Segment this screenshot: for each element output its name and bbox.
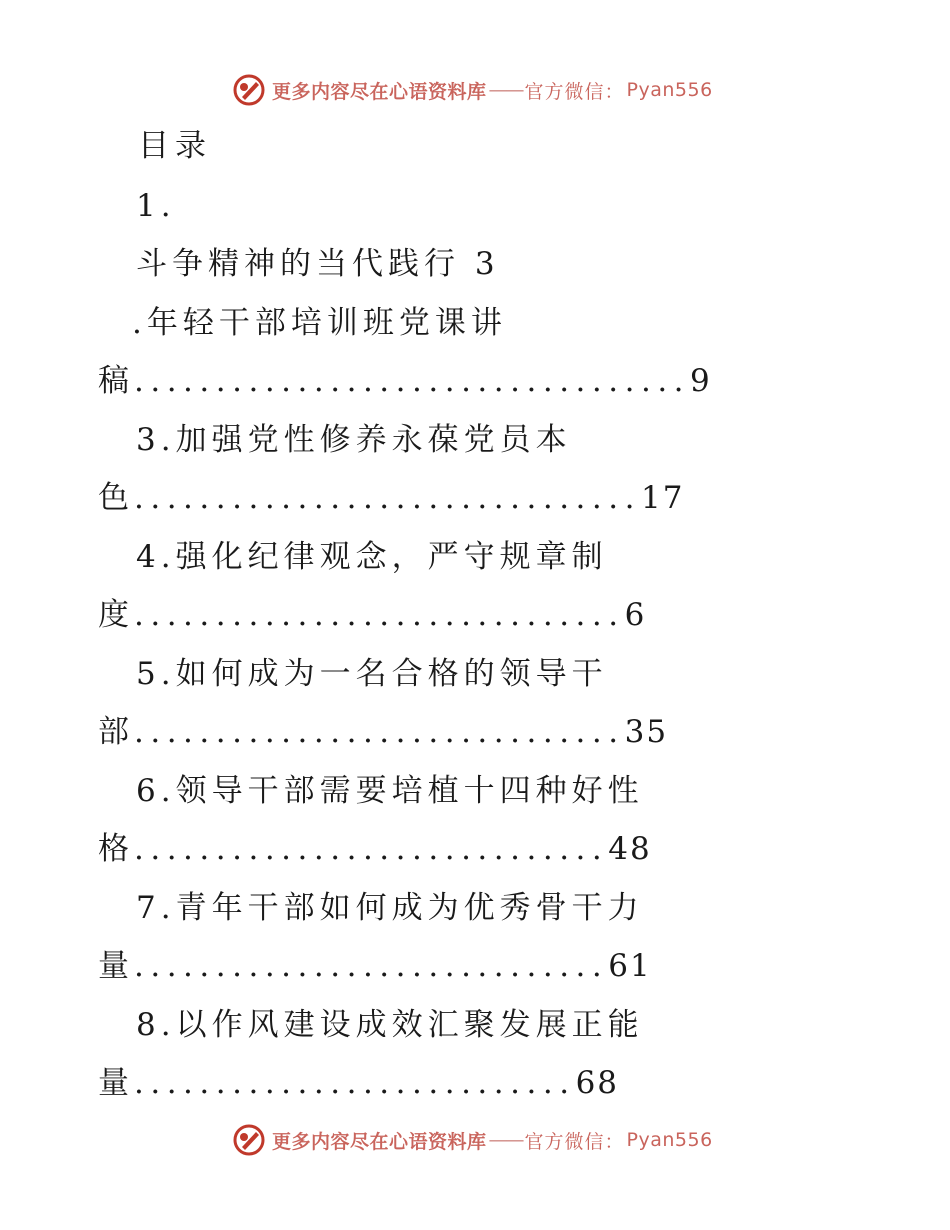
watermark-wechat-label: 官方微信： — [524, 1130, 625, 1153]
toc-item-5-page: 35 — [624, 714, 669, 750]
watermark-brand: 更多内容尽在心语资料库 — [272, 80, 487, 103]
toc-item-2-leader — [98, 361, 712, 401]
toc-item-6-leader — [98, 829, 652, 869]
toc-item-2-dots: .................................. — [134, 363, 691, 399]
watermark-separator: —— — [488, 1129, 523, 1151]
toc-item-8-page: 68 — [575, 1065, 620, 1101]
toc-heading: 目录 — [138, 128, 212, 164]
toc-item-1-number: 1. — [136, 188, 176, 224]
toc-item-7-title: 7.青年干部如何成为优秀骨干力 — [136, 890, 644, 926]
toc-item-4-leader — [98, 595, 646, 635]
toc-item-8-leader — [98, 1063, 619, 1103]
watermark-wechat-label: 官方微信： — [524, 80, 625, 103]
toc-item-3-page: 17 — [640, 480, 685, 516]
toc-item-7-leader — [98, 946, 652, 986]
watermark-wechat-id: Pyan556 — [626, 79, 713, 101]
toc-item-3-leader — [98, 478, 684, 518]
toc-item-2-title-end: 稿 — [98, 363, 134, 399]
toc-item-3-title-end: 色 — [98, 480, 134, 516]
watermark-wechat-id: Pyan556 — [626, 1129, 713, 1151]
toc-item-3-dots: ............................... — [134, 480, 641, 516]
watermark-separator: —— — [488, 79, 523, 101]
toc-item-5-leader — [98, 712, 668, 752]
watermark-brand: 更多内容尽在心语资料库 — [272, 1130, 487, 1153]
toc-item-8-title: 8.以作风建设成效汇聚发展正能 — [136, 1007, 644, 1043]
pen-logo-icon — [232, 1123, 266, 1157]
pen-logo-icon — [232, 73, 266, 107]
toc-item-5-title-end: 部 — [98, 714, 134, 750]
toc-item-6-title-end: 格 — [98, 831, 134, 867]
toc-item-7-title-end: 量 — [98, 948, 134, 984]
toc-item-8-title-end: 量 — [98, 1065, 134, 1101]
toc-item-7-page: 61 — [608, 948, 652, 984]
toc-item-4-title-end: 度 — [98, 597, 134, 633]
toc-item-4-page: 6 — [624, 597, 647, 633]
toc-item-4-dots: .............................. — [134, 597, 625, 633]
toc-item-3-title: 3.加强党性修养永葆党员本 — [136, 422, 572, 458]
footer-watermark — [232, 1120, 713, 1160]
toc-item-6-page: 48 — [608, 831, 652, 867]
toc-item-4-title: 4.强化纪律观念，严守规章制 — [136, 539, 608, 575]
toc-item-7-dots: ............................. — [134, 948, 609, 984]
toc-item-1-title: 斗争精神的当代践行 3 — [136, 246, 500, 282]
toc-item-2-page: 9 — [690, 363, 712, 399]
toc-item-8-dots: ........................... — [134, 1065, 576, 1101]
toc-item-6-title: 6.领导干部需要培植十四种好性 — [136, 773, 644, 809]
header-watermark — [232, 70, 713, 110]
toc-item-5-dots: .............................. — [134, 714, 625, 750]
toc-item-2-title: .年轻干部培训班党课讲 — [132, 305, 507, 341]
toc-item-5-title: 5.如何成为一名合格的领导干 — [136, 656, 608, 692]
toc-item-6-dots: ............................. — [134, 831, 609, 867]
